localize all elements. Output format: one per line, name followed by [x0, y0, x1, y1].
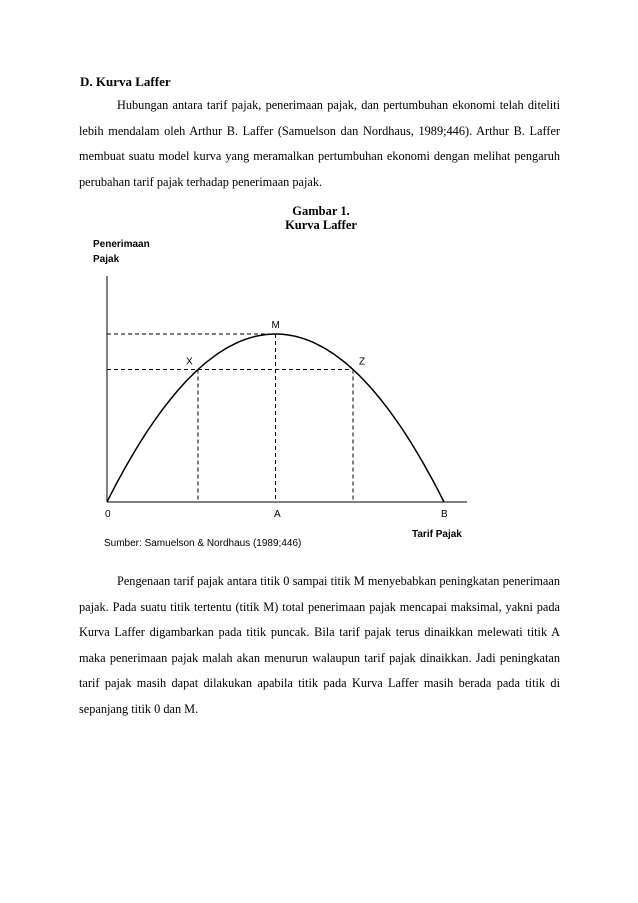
x-tick-label-a: A [274, 509, 281, 520]
x-tick-label-0: 0 [105, 509, 111, 520]
point-label-m: M [271, 320, 280, 331]
x-axis-label: Tarif Pajak [412, 529, 462, 540]
explanation-paragraph: Pengenaan tarif pajak antara titik 0 sampai titik M menyebabkan peningkatan penerimaan pajak. Pada suatu titik tertentu (titik M) total penerimaan pajak mencapai maksimal, yakni pada Kurva Laffer digambarkan pada titik puncak. Bila tarif pajak terus dinaikkan melewati titik A maka penerimaan pajak malah akan menurun walaupun tarif pajak dinaikkan. Jadi peningkatan tarif pajak masih dapat dilakukan apabila titik pada Kurva Laffer masih berada pada titik di sepanjang titik 0 dan M. [79, 574, 560, 716]
section-heading: D. Kurva Laffer [80, 74, 171, 89]
figure-source: Sumber: Samuelson & Nordhaus (1989;446) [104, 538, 302, 549]
figure-number: Gambar 1. [292, 204, 350, 218]
x-tick-label-b: B [441, 509, 448, 520]
point-label-z: Z [359, 356, 366, 368]
figure-title: Kurva Laffer [285, 218, 357, 232]
intro-paragraph: Hubungan antara tarif pajak, penerimaan pajak, dan pertumbuhan ekonomi telah diteliti lebih mendalam oleh Arthur B. Laffer (Samuelson dan Nordhaus, 1989;446). Arthur B. Laffer membuat suatu model kurva yang meramalkan pertumbuhan ekonomi dengan melihat pengaruh perubahan tarif pajak terhadap penerimaan pajak. [79, 98, 560, 189]
y-axis-label-line2: Pajak [93, 254, 120, 265]
point-label-x: X [185, 356, 193, 368]
y-axis-label-line1: Penerimaan [93, 239, 150, 250]
